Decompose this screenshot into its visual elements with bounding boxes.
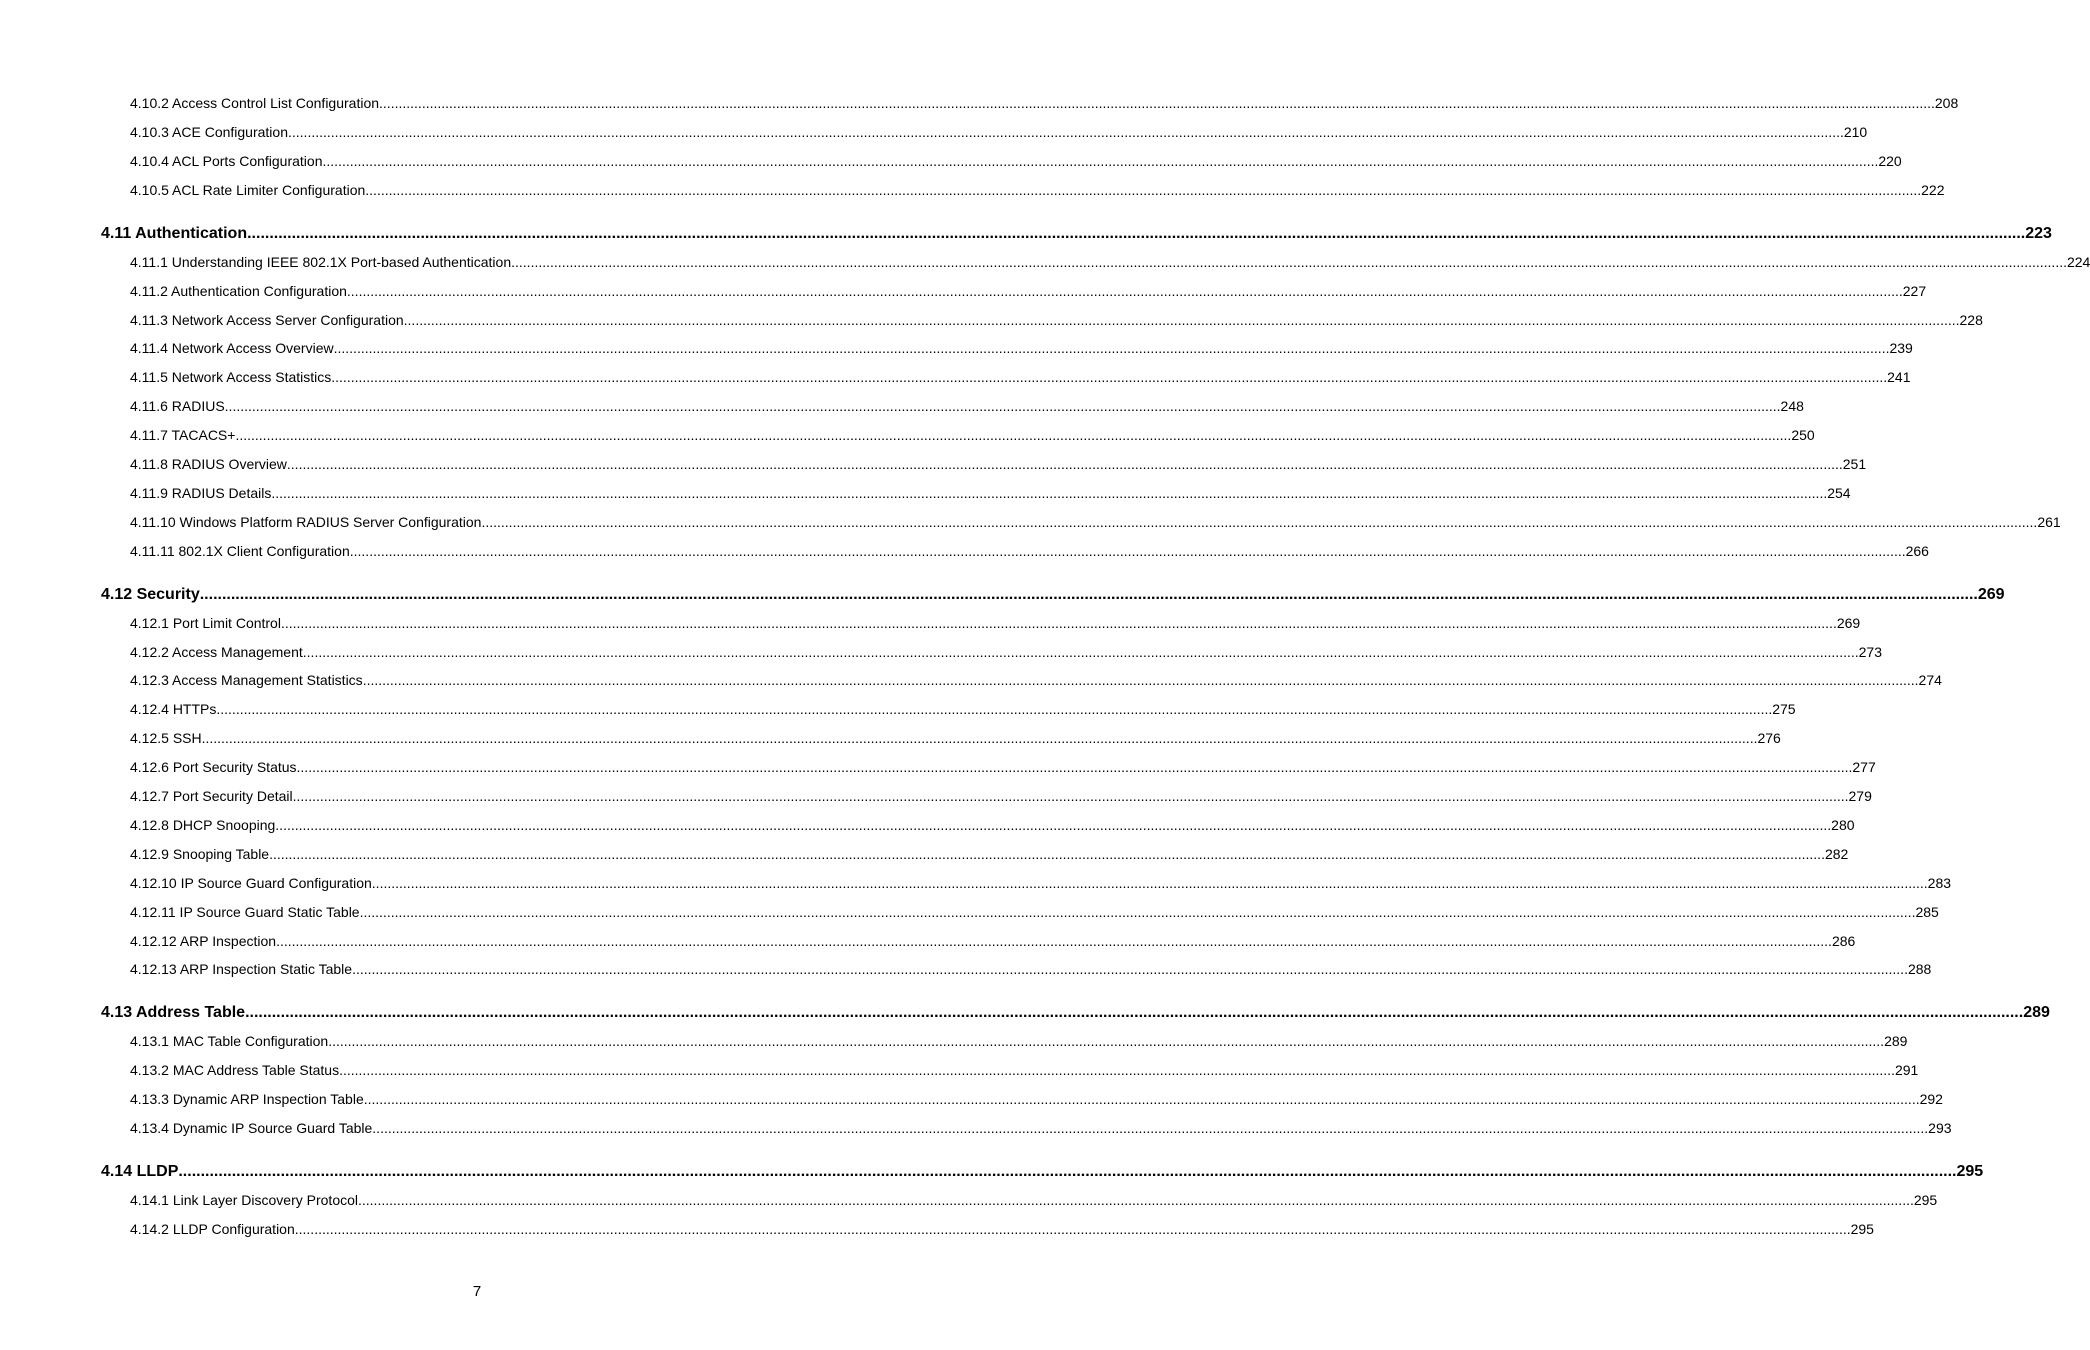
toc-subsection-entry[interactable] <box>130 182 1945 198</box>
toc-entry-title: 4.11.11 802.1X Client Configuration <box>130 543 350 559</box>
toc-subsection-entry[interactable] <box>130 312 1983 328</box>
toc-subsection-entry[interactable] <box>130 254 2090 270</box>
dot-leader: ................................................................................................................................................................................................................................................................................................................................................................................................................ <box>363 1091 1920 1107</box>
toc-entry-title: 4.10.3 ACE Configuration <box>130 124 288 140</box>
toc-entry-title: 4.10.2 Access Control List Configuration <box>130 95 380 111</box>
dot-leader: ................................................................................................................................................................................................................................................................................................................................................................................................................ <box>276 933 1832 949</box>
toc-entry-page: 250 <box>1791 427 1815 443</box>
toc-entry-page: 228 <box>1959 312 1983 328</box>
dot-leader: ................................................................................................................................................................................................................................................................................................................................................................................................................ <box>247 225 2026 242</box>
toc-entry-title: 4.12.8 DHCP Snooping <box>130 817 276 833</box>
toc-entry-page: 282 <box>1824 846 1849 862</box>
dot-leader: ................................................................................................................................................................................................................................................................................................................................................................................................................ <box>216 701 1773 717</box>
toc-entry-page: 280 <box>1831 817 1855 833</box>
toc-entry-title: 4.12.3 Access Management Statistics <box>130 672 363 688</box>
toc-subsection-entry[interactable] <box>130 543 1929 559</box>
dot-leader: ................................................................................................................................................................................................................................................................................................................................................................................................................ <box>199 586 1978 603</box>
toc-subsection-entry[interactable] <box>130 817 1855 833</box>
toc-entry-page: 254 <box>1827 485 1851 501</box>
toc-entry-page: 276 <box>1757 730 1781 746</box>
dot-leader: ................................................................................................................................................................................................................................................................................................................................................................................................................ <box>358 1192 1914 1208</box>
toc-subsection-entry[interactable] <box>130 427 1815 443</box>
toc-subsection-entry[interactable] <box>130 1221 1874 1237</box>
dot-leader: ................................................................................................................................................................................................................................................................................................................................................................................................................ <box>371 875 1928 891</box>
toc-entry-title: 4.11.3 Network Access Server Configuration <box>130 312 404 328</box>
toc-entry-page: 208 <box>1934 95 1959 111</box>
toc-subsection-entry[interactable] <box>130 904 1939 920</box>
toc-subsection-entry[interactable] <box>130 1062 1919 1078</box>
toc-entry-page: 295 <box>1913 1192 1938 1208</box>
toc-subsection-entry[interactable] <box>130 961 1932 977</box>
dot-leader: ................................................................................................................................................................................................................................................................................................................................................................................................................ <box>365 182 1922 198</box>
dot-leader: ................................................................................................................................................................................................................................................................................................................................................................................................................ <box>224 398 1781 414</box>
toc-entry-page: 241 <box>1887 369 1911 385</box>
dot-leader: ................................................................................................................................................................................................................................................................................................................................................................................................................ <box>245 1004 2024 1021</box>
toc-entry-page: 251 <box>1842 456 1867 472</box>
toc-entry-title: 4.12.2 Access Management <box>130 644 303 660</box>
toc-subsection-entry[interactable] <box>130 153 1902 169</box>
toc-subsection-entry[interactable] <box>130 369 1911 385</box>
toc-entry-title: 4.12.12 ARP Inspection <box>130 933 277 949</box>
toc-entry-title: 4.11.4 Network Access Overview <box>130 340 334 356</box>
toc-entry-title: 4.14.1 Link Layer Discovery Protocol <box>130 1192 358 1208</box>
dot-leader: ................................................................................................................................................................................................................................................................................................................................................................................................................ <box>280 615 1837 631</box>
toc-subsection-entry[interactable] <box>130 730 1781 746</box>
toc-entry-title: 4.11.9 RADIUS Details <box>130 485 272 501</box>
dot-leader: ................................................................................................................................................................................................................................................................................................................................................................................................................ <box>349 543 1906 559</box>
toc-subsection-entry[interactable] <box>130 283 1927 299</box>
dot-leader: ................................................................................................................................................................................................................................................................................................................................................................................................................ <box>201 730 1758 746</box>
toc-entry-page: 279 <box>1848 788 1872 804</box>
dot-leader: ................................................................................................................................................................................................................................................................................................................................................................................................................ <box>379 95 1935 111</box>
toc-entry-page: 289 <box>1884 1033 1908 1049</box>
toc-entry-title: 4.11 Authentication <box>101 225 248 242</box>
toc-entry-title: 4.10.4 ACL Ports Configuration <box>130 153 323 169</box>
dot-leader: ................................................................................................................................................................................................................................................................................................................................................................................................................ <box>292 788 1849 804</box>
toc-entry-page: 293 <box>1928 1120 1952 1136</box>
toc-entry-title: 4.12.7 Port Security Detail <box>130 788 293 804</box>
toc-entry-page: 295 <box>1956 1163 1984 1180</box>
page-number: 7 <box>472 1283 482 1300</box>
dot-leader: ................................................................................................................................................................................................................................................................................................................................................................................................................ <box>339 1062 1895 1078</box>
toc-entry-title: 4.12.5 SSH <box>130 730 202 746</box>
toc-entry-page: 248 <box>1780 398 1804 414</box>
toc-subsection-entry[interactable] <box>130 933 1856 949</box>
toc-entry-title: 4.12.9 Snooping Table <box>130 846 270 862</box>
toc-entry-title: 4.11.5 Network Access Statistics <box>130 369 332 385</box>
dot-leader: ................................................................................................................................................................................................................................................................................................................................................................................................................ <box>359 904 1916 920</box>
toc-entry-title: 4.13 Address Table <box>101 1004 246 1021</box>
toc-section-entry[interactable] <box>101 1004 2050 1022</box>
toc-entry-page: 273 <box>1858 644 1882 660</box>
toc-entry-page: 286 <box>1831 933 1856 949</box>
toc-subsection-entry[interactable] <box>130 398 1804 414</box>
toc-entry-page: 289 <box>2023 1004 2050 1021</box>
dot-leader: ................................................................................................................................................................................................................................................................................................................................................................................................................ <box>372 1120 1929 1136</box>
toc-entry-title: 4.11.2 Authentication Configuration <box>130 283 347 299</box>
toc-entry-title: 4.12.6 Port Security Status <box>130 759 297 775</box>
toc-entry-page: 275 <box>1772 701 1796 717</box>
toc-entry-title: 4.11.6 RADIUS <box>130 398 225 414</box>
toc-subsection-entry[interactable] <box>130 701 1796 717</box>
toc-subsection-entry[interactable] <box>130 456 1867 472</box>
toc-entry-page: 239 <box>1889 340 1913 356</box>
toc-entry-page: 269 <box>1836 615 1861 631</box>
toc-subsection-entry[interactable] <box>130 788 1872 804</box>
toc-subsection-entry[interactable] <box>130 95 1959 111</box>
toc-entry-page: 277 <box>1852 759 1876 775</box>
toc-entry-title: 4.12.1 Port Limit Control <box>130 615 281 631</box>
dot-leader: ................................................................................................................................................................................................................................................................................................................................................................................................................ <box>302 644 1859 660</box>
toc-section-entry[interactable] <box>101 225 2052 243</box>
toc-entry-page: 291 <box>1894 1062 1919 1078</box>
toc-entry-title: 4.11.7 TACACS+ <box>130 427 236 443</box>
dot-leader: ................................................................................................................................................................................................................................................................................................................................................................................................................ <box>269 846 1825 862</box>
dot-leader: ................................................................................................................................................................................................................................................................................................................................................................................................................ <box>362 672 1919 688</box>
toc-subsection-entry[interactable] <box>130 759 1876 775</box>
toc-entry-page: 292 <box>1919 1091 1943 1107</box>
toc-section-entry[interactable] <box>101 586 2005 604</box>
dot-leader: ................................................................................................................................................................................................................................................................................................................................................................................................................ <box>403 312 1960 328</box>
toc-subsection-entry[interactable] <box>130 875 1952 891</box>
toc-subsection-entry[interactable] <box>130 485 1851 501</box>
toc-entry-title: 4.13.4 Dynamic IP Source Guard Table <box>130 1120 373 1136</box>
toc-section-entry[interactable] <box>101 1163 1984 1181</box>
toc-entry-title: 4.12.13 ARP Inspection Static Table <box>130 961 353 977</box>
toc-subsection-entry[interactable] <box>130 846 1849 862</box>
toc-subsection-entry[interactable] <box>130 340 1913 356</box>
toc-entry-title: 4.14 LLDP <box>101 1163 179 1180</box>
dot-leader: ................................................................................................................................................................................................................................................................................................................................................................................................................ <box>352 961 1908 977</box>
toc-subsection-entry[interactable] <box>130 514 2061 530</box>
toc-entry-page: 269 <box>1977 586 2005 603</box>
dot-leader: ................................................................................................................................................................................................................................................................................................................................................................................................................ <box>294 1221 1851 1237</box>
toc-entry-page: 274 <box>1918 672 1942 688</box>
toc-entry-title: 4.13.1 MAC Table Configuration <box>130 1033 329 1049</box>
toc-entry-title: 4.11.10 Windows Platform RADIUS Server Configuration <box>130 514 482 530</box>
toc-entry-page: 210 <box>1843 124 1868 140</box>
toc-subsection-entry[interactable] <box>130 644 1882 660</box>
dot-leader: ................................................................................................................................................................................................................................................................................................................................................................................................................ <box>333 340 1890 356</box>
toc-subsection-entry[interactable] <box>130 124 1868 140</box>
toc-entry-title: 4.11.1 Understanding IEEE 802.1X Port-based Authentication <box>130 254 512 270</box>
toc-entry-title: 4.13.3 Dynamic ARP Inspection Table <box>130 1091 364 1107</box>
dot-leader: ................................................................................................................................................................................................................................................................................................................................................................................................................ <box>481 514 2038 530</box>
toc-entry-title: 4.10.5 ACL Rate Limiter Configuration <box>130 182 366 198</box>
dot-leader: ................................................................................................................................................................................................................................................................................................................................................................................................................ <box>286 456 1843 472</box>
toc-entry-title: 4.12 Security <box>101 586 200 603</box>
toc-entry-page: 285 <box>1915 904 1939 920</box>
toc-subsection-entry[interactable] <box>130 615 1861 631</box>
toc-subsection-entry[interactable] <box>130 1033 1908 1049</box>
dot-leader: ................................................................................................................................................................................................................................................................................................................................................................................................................ <box>328 1033 1885 1049</box>
toc-entry-title: 4.11.8 RADIUS Overview <box>130 456 287 472</box>
toc-entry-title: 4.14.2 LLDP Configuration <box>130 1221 295 1237</box>
toc-subsection-entry[interactable] <box>130 1120 1952 1136</box>
toc-entry-page: 283 <box>1927 875 1952 891</box>
toc-entry-page: 227 <box>1902 283 1927 299</box>
toc-entry-page: 266 <box>1905 543 1929 559</box>
dot-leader: ................................................................................................................................................................................................................................................................................................................................................................................................................ <box>322 153 1879 169</box>
toc-subsection-entry[interactable] <box>130 1192 1938 1208</box>
dot-leader: ................................................................................................................................................................................................................................................................................................................................................................................................................ <box>511 254 2067 270</box>
toc-entry-title: 4.12.11 IP Source Guard Static Table <box>130 904 360 920</box>
toc-entry-page: 224 <box>2066 254 2090 270</box>
dot-leader: ................................................................................................................................................................................................................................................................................................................................................................................................................ <box>288 124 1844 140</box>
toc-entry-page: 261 <box>2037 514 2061 530</box>
dot-leader: ................................................................................................................................................................................................................................................................................................................................................................................................................ <box>235 427 1792 443</box>
dot-leader: ................................................................................................................................................................................................................................................................................................................................................................................................................ <box>271 485 1828 501</box>
toc-entry-page: 220 <box>1878 153 1902 169</box>
toc-entry-title: 4.13.2 MAC Address Table Status <box>130 1062 340 1078</box>
dot-leader: ................................................................................................................................................................................................................................................................................................................................................................................................................ <box>275 817 1832 833</box>
dot-leader: ................................................................................................................................................................................................................................................................................................................................................................................................................ <box>296 759 1853 775</box>
toc-subsection-entry[interactable] <box>130 672 1942 688</box>
dot-leader: ................................................................................................................................................................................................................................................................................................................................................................................................................ <box>331 369 1888 385</box>
toc-entry-title: 4.12.4 HTTPs <box>130 701 217 717</box>
dot-leader: ................................................................................................................................................................................................................................................................................................................................................................................................................ <box>178 1163 1957 1180</box>
dot-leader: ................................................................................................................................................................................................................................................................................................................................................................................................................ <box>346 283 1903 299</box>
toc-entry-page: 295 <box>1850 1221 1874 1237</box>
toc-entry-page: 288 <box>1907 961 1932 977</box>
toc-entry-page: 222 <box>1921 182 1945 198</box>
toc-entry-title: 4.12.10 IP Source Guard Configuration <box>130 875 372 891</box>
toc-subsection-entry[interactable] <box>130 1091 1943 1107</box>
toc-entry-page: 223 <box>2025 225 2052 242</box>
